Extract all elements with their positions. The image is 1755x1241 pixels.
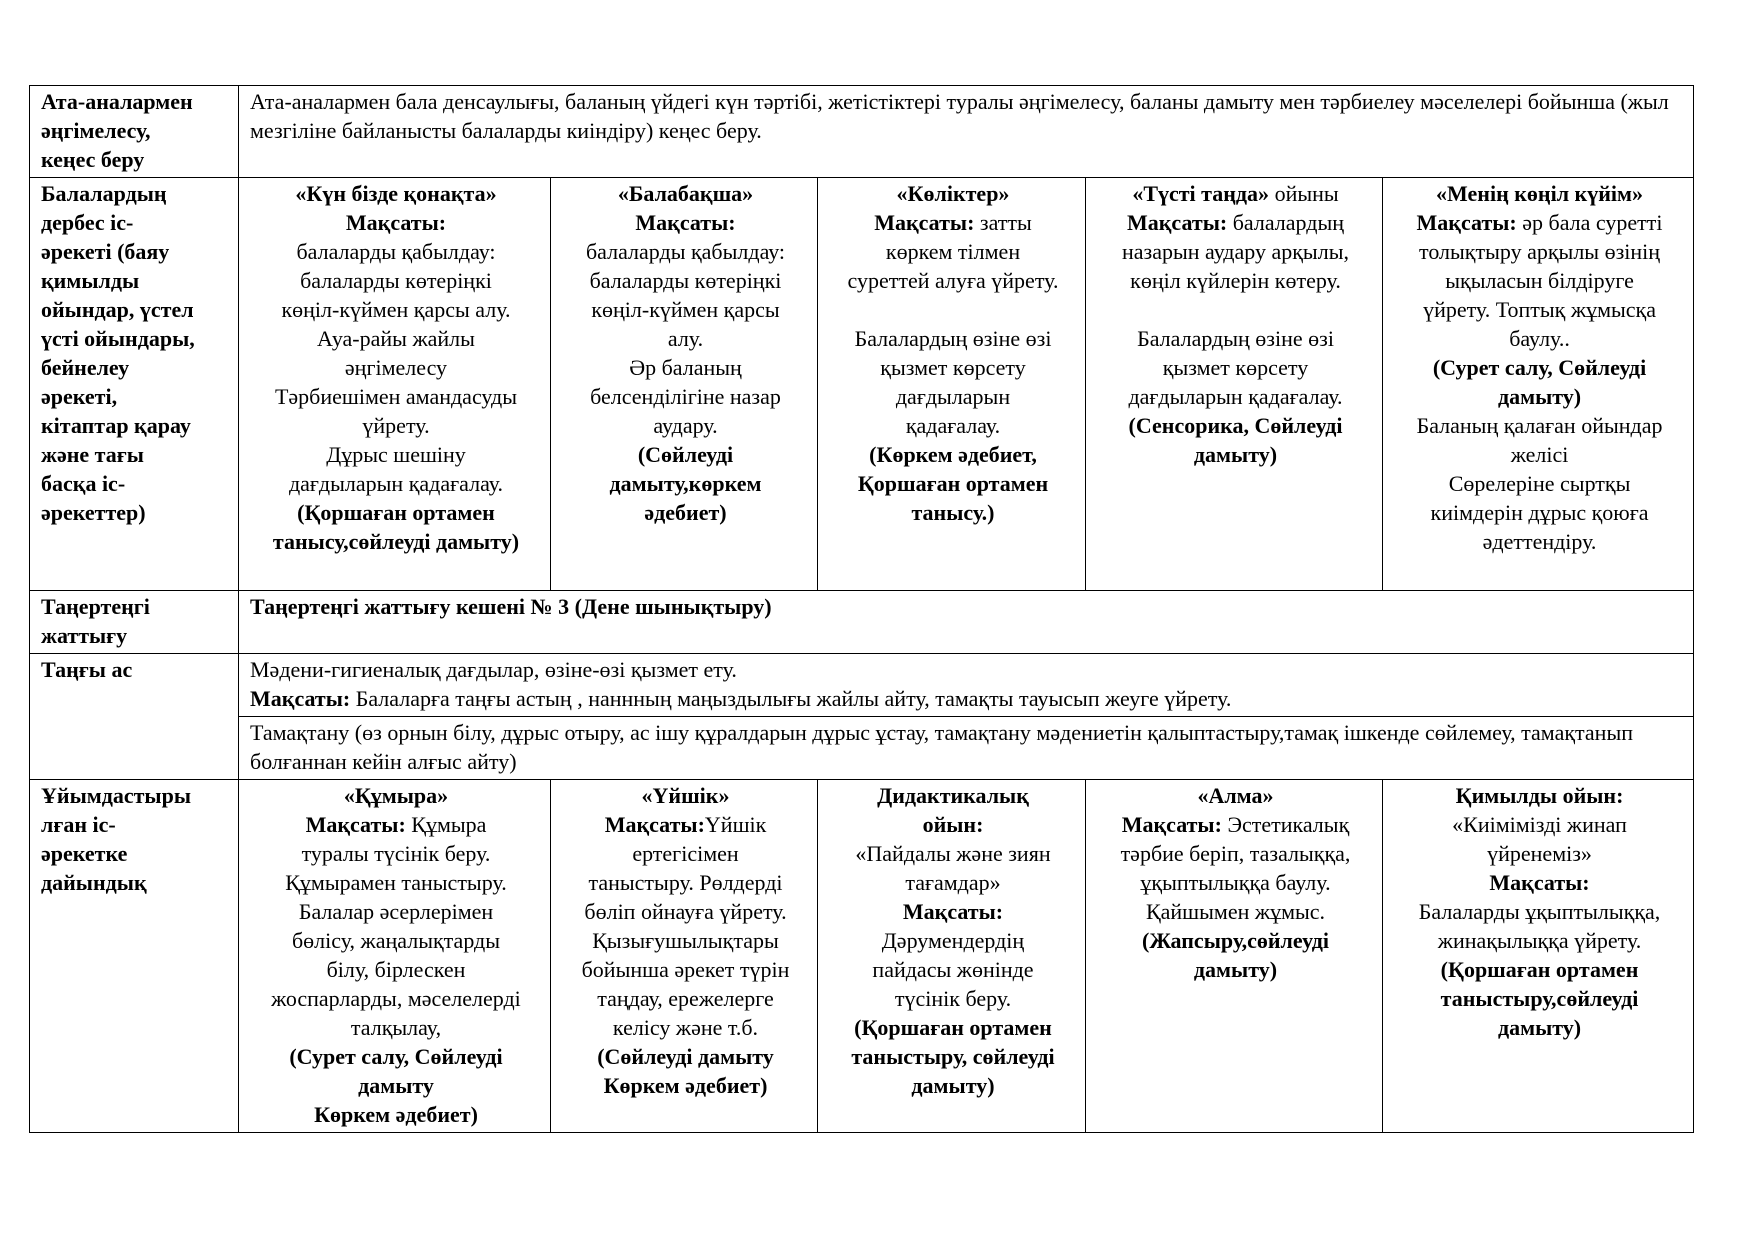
title-text: «Құмыра» <box>343 783 449 808</box>
subject-tag: дамыту) <box>1193 442 1278 467</box>
goal-line <box>1394 868 1685 897</box>
label-line: және тағы <box>41 442 144 467</box>
activity-title <box>250 179 542 208</box>
subject-tag: танысу.) <box>911 500 995 525</box>
text-line: Дәрумендердің <box>881 928 1025 953</box>
eating-text <box>239 717 1694 780</box>
goal-text: Балаларға таңғы астың , наннның маңыздылығы жайлы айту, тамақты тауысып жеуге үйрету. <box>350 686 1232 711</box>
label-line: дербес іс- <box>41 210 134 235</box>
text-line: көркем тілмен <box>885 239 1021 264</box>
subject-tag: әдебиет) <box>644 500 727 525</box>
text-line: тәрбие беріп, тазалыққа, <box>1120 841 1351 866</box>
subject-tag: дамыту <box>358 1073 434 1098</box>
breakfast-text <box>239 654 1694 717</box>
label-line: бейнелеу <box>41 355 130 380</box>
text-line: Қызығушылықтары <box>592 928 779 953</box>
text-line: Балалардың өзіне өзі <box>1137 326 1334 351</box>
subject-tag: дамыту) <box>911 1073 995 1098</box>
text-line: түсінік беру. <box>894 986 1012 1011</box>
text-line: әңгімелесу <box>344 355 448 380</box>
activity-title <box>1394 179 1685 208</box>
text-line: Балалар әсерлерімен <box>298 899 494 924</box>
text-line: білу, бірлескен <box>326 957 466 982</box>
label-line: жаттығу <box>41 623 128 648</box>
subject-tag: (Сөйлеуді <box>637 442 734 467</box>
cell-jug <box>239 780 551 1133</box>
subject-tag: Көркем әдебиет) <box>603 1073 768 1098</box>
cell-didactic-game <box>818 780 1086 1133</box>
schedule-table <box>29 85 1694 1133</box>
goal-label: Мақсаты: <box>874 210 975 235</box>
spacer <box>1097 295 1374 324</box>
cell-guest-day <box>239 178 551 591</box>
text-line: балаларды көтеріңкі <box>589 268 782 293</box>
goal-text: затты <box>974 210 1032 235</box>
goal-label: Мақсаты: <box>1416 210 1517 235</box>
text-line: Тәрбиешімен амандасуды <box>274 384 518 409</box>
label-line: қимылды <box>41 268 140 293</box>
exercise-text <box>239 591 1694 654</box>
text-line: қызмет көрсету <box>1162 355 1309 380</box>
text-line: Балаларды ұқыптылыққа, <box>1418 899 1661 924</box>
text-line: балаларды қабылдау: <box>296 239 496 264</box>
title-text: «Балабақша» <box>617 181 754 206</box>
goal-text: әр бала суретті <box>1516 210 1663 235</box>
goal-line <box>250 208 542 237</box>
text-line: аудару. <box>653 413 718 438</box>
goal-line <box>562 208 809 237</box>
text-line: Қайшымен жұмыс. <box>1145 899 1326 924</box>
subject-tag: дамыту) <box>1497 1015 1582 1040</box>
text-line: таныстыру. Рөлдерді <box>588 870 783 895</box>
goal-line <box>562 810 809 839</box>
title-text: «Түсті таңда» <box>1132 181 1270 206</box>
goal-label: Мақсаты: <box>1126 210 1228 235</box>
text-line: бойынша әрекет түрін <box>581 957 790 982</box>
subject-tag: Көркем әдебиет) <box>314 1102 478 1127</box>
activity-title: ойын: <box>922 812 984 837</box>
text-line: Баланың қалаған ойындар <box>1416 413 1663 438</box>
label-line: кітаптар қарау <box>41 413 191 438</box>
text-line: назарын аудару арқылы, <box>1122 239 1349 264</box>
subject-tag: Қоршаған ортамен <box>857 471 1049 496</box>
text-line: үйрету. Топтық жұмысқа <box>1423 297 1656 322</box>
text-line: үйренеміз» <box>1487 841 1592 866</box>
subject-tag: (Көркем әдебиет, <box>869 442 1037 467</box>
cell-movement-game <box>1383 780 1694 1133</box>
goal-line <box>250 810 542 839</box>
cell-kindergarten <box>551 178 818 591</box>
subject-tag: дамыту,көркем <box>609 471 762 496</box>
text-line: баулу.. <box>1509 326 1570 351</box>
label-line: әңгімелесу, <box>41 118 151 143</box>
goal-label: Мақсаты: <box>635 210 736 235</box>
text-line: туралы түсінік беру. <box>301 841 491 866</box>
text-line: киімдерін дұрыс қоюға <box>1430 500 1649 525</box>
cell-vehicles <box>818 178 1086 591</box>
row-label-consultation <box>30 86 239 178</box>
label-line: Ата-аналармен <box>41 89 193 114</box>
title-text: «Алма» <box>1197 783 1274 808</box>
row-breakfast <box>30 654 1694 717</box>
goal-text: балалардың <box>1227 210 1344 235</box>
text-line: алу. <box>667 326 704 351</box>
cell-choose-color <box>1086 178 1383 591</box>
text-line: көңіл күйлерін көтеру. <box>1130 268 1341 293</box>
label-line: басқа іс- <box>41 471 126 496</box>
label-line: дайындық <box>41 870 147 895</box>
goal-line <box>829 897 1077 926</box>
goal-line <box>829 208 1077 237</box>
cell-my-mood <box>1383 178 1694 591</box>
label-line: лған іс- <box>41 812 116 837</box>
goal-line <box>1097 208 1374 237</box>
text-line: толықтыру арқылы өзінің <box>1419 239 1661 264</box>
text-line: Сөрелеріне сыртқы <box>1448 471 1631 496</box>
subject-tag: (Сурет салу, Сөйлеуді <box>1432 355 1647 380</box>
text-line: ұқыптылыққа баулу. <box>1140 870 1331 895</box>
activity-title <box>1097 179 1374 208</box>
goal-line <box>1394 208 1685 237</box>
label-line: әрекеті (баяу <box>41 239 170 264</box>
text-line: дағдыларын қадағалау. <box>288 471 504 496</box>
text-line: жоспарларды, мәселелерді <box>271 986 521 1011</box>
title-text: «Көліктер» <box>896 181 1010 206</box>
text-line: тағамдар» <box>905 870 1001 895</box>
text-line: дағдыларын қадағалау. <box>1128 384 1343 409</box>
text-line: Құмырамен таныстыру. <box>285 870 507 895</box>
text-line: бөлісу, жаңалықтарды <box>291 928 501 953</box>
text-line: дағдыларын <box>895 384 1011 409</box>
goal-label: Мақсаты: <box>345 210 447 235</box>
label-line: Таңғы ас <box>41 657 133 682</box>
label-line: үсті ойындары, <box>41 326 195 351</box>
text-line: қадағалау. <box>905 413 1001 438</box>
activity-title: Дидактикалық <box>877 783 1029 808</box>
text-line: белсенділігіне назар <box>590 384 781 409</box>
text-line: әдеттендіру. <box>1482 529 1597 554</box>
title-text: «Менің көңіл күйім» <box>1436 181 1644 206</box>
label-line: кеңес беру <box>41 147 145 172</box>
goal-label: Мақсаты: <box>305 812 406 837</box>
activity-title <box>250 781 542 810</box>
label-line: әрекеттер) <box>41 500 146 525</box>
subject-tag: (Жапсыру,сөйлеуді <box>1142 928 1329 953</box>
title-text: «Күн бізде қонақта» <box>295 181 497 206</box>
text-line: «Киімімізді жинап <box>1452 812 1627 837</box>
subject-tag: дамыту) <box>1497 384 1582 409</box>
text-line: талқылау, <box>350 1015 442 1040</box>
row-label-breakfast <box>30 654 239 780</box>
text-line: көңіл-күймен қарсы <box>591 297 780 322</box>
text-line: жинақылыққа үйрету. <box>1437 928 1642 953</box>
text-line: ертегісімен <box>632 841 739 866</box>
row-label-independent <box>30 178 239 591</box>
text-line: бөліп ойнауға үйрету. <box>584 899 787 924</box>
label-line: Ұйымдастыры <box>41 783 192 808</box>
row-preparation <box>30 780 1694 1133</box>
consultation-text <box>239 86 1694 178</box>
row-morning-exercise <box>30 591 1694 654</box>
text-line: балаларды қабылдау: <box>585 239 786 264</box>
breakfast-line: Мәдени-гигиеналық дағдылар, өзіне-өзі қызмет ету. <box>250 657 737 682</box>
goal-line <box>1097 810 1374 839</box>
text-line: желісі <box>1510 442 1569 467</box>
text-line: Дұрыс шешіну <box>326 442 466 467</box>
label-line: Балалардың <box>41 181 167 206</box>
text-line: қызмет көрсету <box>880 355 1026 380</box>
text-line: пайдасы жөнінде <box>872 957 1034 982</box>
subject-tag: (Сенсорика, Сөйлеуді <box>1128 413 1343 438</box>
subject-tag: (Қоршаған ортамен <box>297 500 495 525</box>
activity-title <box>1097 781 1374 810</box>
goal-label: Мақсаты: <box>1121 812 1222 837</box>
eating-body: Тамақтану (өз орнын білу, дұрыс отыру, ас ішу құралдарын дұрыс ұстау, тамақтану мәдениетін қалыптастыру,тамақ ішкенде сөйлемеу, тамақтанып болғаннан кейін алғыс айту) <box>250 720 1634 774</box>
title-text: «Үйшік» <box>641 783 730 808</box>
row-parent-consultation <box>30 86 1694 178</box>
text-line: келісу және т.б. <box>612 1015 759 1040</box>
activity-title <box>562 179 809 208</box>
goal-label: Мақсаты: <box>250 686 351 711</box>
text-line: Ауа-райы жайлы <box>317 326 475 351</box>
subject-tag: дамыту) <box>1193 957 1278 982</box>
subject-tag: танысу,сөйлеуді дамыту) <box>272 529 520 554</box>
exercise-body: Таңертеңгі жаттығу кешені № 3 (Дене шынықтыру) <box>250 594 772 619</box>
subject-tag: таныстыру, сөйлеуді <box>851 1044 1055 1069</box>
goal-label: Мақсаты: <box>902 899 1004 924</box>
cell-apple <box>1086 780 1383 1133</box>
row-independent-activity <box>30 178 1694 591</box>
activity-title <box>829 179 1077 208</box>
consultation-body: Ата-аналармен бала денсаулығы, баланың үйдегі күн тәртібі, жетістіктері туралы әңгімелесу, баланы дамыту мен тәрбиелеу мәселелері бойынша (жыл мезгіліне байланысты балаларды киіндіру) кеңес беру. <box>250 89 1669 143</box>
activity-title: Қимылды ойын: <box>1455 783 1624 808</box>
goal-text: Эстетикалық <box>1221 812 1350 837</box>
goal-label: Мақсаты: <box>604 812 705 837</box>
activity-title <box>562 781 809 810</box>
subject-tag: (Сөйлеуді дамыту <box>597 1044 774 1069</box>
label-line: әрекеті, <box>41 384 118 409</box>
goal-label: Мақсаты: <box>1489 870 1590 895</box>
label-line: ойындар, үстел <box>41 297 194 322</box>
row-label-preparation <box>30 780 239 1133</box>
text-line: балаларды көтеріңкі <box>300 268 492 293</box>
goal-text: Құмыра <box>405 812 487 837</box>
goal-text: Үйшік <box>704 812 767 837</box>
text-line: «Пайдалы және зиян <box>855 841 1051 866</box>
spacer <box>829 295 1077 324</box>
text-line: Балалардың өзіне өзі <box>854 326 1052 351</box>
row-eating <box>30 717 1694 780</box>
label-line: әрекетке <box>41 841 128 866</box>
subject-tag: таныстыру,сөйлеуді <box>1440 986 1639 1011</box>
title-suffix: ойыны <box>1269 181 1339 206</box>
text-line: ықыласын білдіруге <box>1445 268 1634 293</box>
subject-tag: (Қоршаған ортамен <box>1440 957 1639 982</box>
text-line: үйрету. <box>362 413 430 438</box>
row-label-exercise <box>30 591 239 654</box>
text-line: Әр баланың <box>629 355 742 380</box>
text-line: таңдау, ережелерге <box>597 986 774 1011</box>
text-line: суреттей алуға үйрету. <box>847 268 1059 293</box>
label-line: Таңертеңгі <box>41 594 150 619</box>
breakfast-goal <box>250 684 1685 713</box>
text-line: көңіл-күймен қарсы алу. <box>281 297 511 322</box>
subject-tag: (Қоршаған ортамен <box>854 1015 1052 1040</box>
subject-tag: (Сурет салу, Сөйлеуді <box>289 1044 503 1069</box>
cell-house <box>551 780 818 1133</box>
